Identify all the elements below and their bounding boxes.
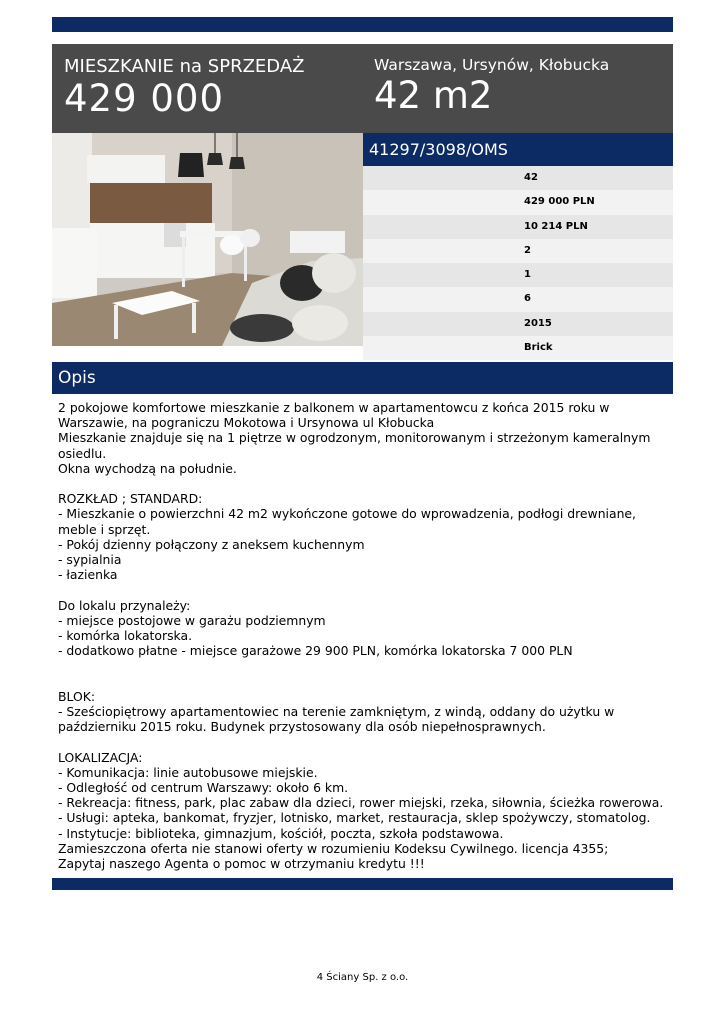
description-line: - Rekreacja: fitness, park, plac zabaw dla dzieci, rower miejski, rzeka, siłownia, ścieżka rowerowa.	[58, 795, 664, 811]
description-line	[58, 476, 670, 491]
description-line: październiku 2015 roku. Budynek przystosowany dla osób niepełnosprawnych.	[58, 719, 546, 735]
description-line: - łazienka	[58, 567, 118, 583]
location: Warszawa, Ursynów, Kłobucka	[374, 56, 610, 74]
description-line: - Pokój dzienny połączony z aneksem kuchennym	[58, 536, 365, 552]
top-accent-bar	[52, 17, 673, 32]
apartment-photo	[52, 133, 363, 346]
description-line: - Sześciopiętrowy apartamentowiec na terenie zamkniętym, z windą, oddany do użytku w	[58, 704, 615, 719]
attribute-value: Brick	[363, 336, 673, 360]
attribute-value: 2015	[363, 312, 673, 336]
attribute-value: 2	[363, 239, 673, 263]
description	[58, 400, 670, 871]
description-line: ROZKŁAD ; STANDARD:	[58, 491, 203, 507]
reference-number: 41297/3098/OMS	[363, 133, 673, 166]
description-line: - miejsce postojowe w garażu podziemnym	[58, 612, 326, 628]
description-line	[58, 734, 670, 749]
description-line: BLOK:	[58, 688, 96, 704]
description-line	[58, 674, 670, 689]
description-line: Zapytaj naszego Agenta o pomoc w otrzymaniu kredytu !!!	[58, 856, 425, 872]
description-line: - Odległość od centrum Warszawy: około 6 km.	[58, 780, 349, 795]
section-title: Opis	[52, 362, 673, 394]
description-line: 2 pokojowe komfortowe mieszkanie z balkonem w apartamentowcu z końca 2015 roku w	[58, 400, 610, 415]
attribute-value: 42	[363, 166, 673, 190]
attribute-value: 6	[363, 287, 673, 311]
header-right	[374, 55, 609, 117]
description-line: LOKALIZACJA:	[58, 749, 143, 765]
description-line: Mieszkanie znajduje się na 1 piętrze w ogrodzonym, monitorowanym i strzeżonym kameralnym	[58, 430, 651, 446]
description-line: Zamieszczona oferta nie stanowi oferty w rozumieniu Kodeksu Cywilnego. licencja 4355;	[58, 840, 609, 856]
description-line	[58, 658, 670, 673]
description-line: - Usługi: apteka, bankomat, fryzjer, lotnisko, market, restauracja, sklep spożywczy, stomatolog.	[58, 810, 651, 826]
description-line: - dodatkowo płatne - miejsce garażowe 29 900 PLN, komórka lokatorska 7 000 PLN	[58, 643, 573, 659]
attributes-table	[363, 166, 673, 360]
area: 42 m2	[374, 74, 493, 117]
footer-company: 4 Ściany Sp. z o.o.	[316, 972, 409, 983]
listing-header	[52, 44, 673, 133]
attribute-value: 10 214 PLN	[363, 215, 673, 239]
description-line: - komórka lokatorska.	[58, 628, 193, 644]
offer-type: MIESZKANIE na SPRZEDAŻ	[64, 56, 305, 77]
description-line: Do lokalu przynależy:	[58, 597, 191, 613]
header-left	[64, 56, 304, 120]
description-line: Warszawie, na pograniczu Mokotowa i Ursynowa ul Kłobucka	[58, 415, 435, 431]
attribute-value: 1	[363, 263, 673, 287]
description-line: Okna wychodzą na południe.	[58, 460, 237, 476]
bottom-accent-bar	[52, 878, 673, 890]
description-line: - Komunikacja: linie autobusowe miejskie.	[58, 764, 318, 780]
attribute-value: 429 000 PLN	[363, 190, 673, 214]
description-line	[58, 582, 670, 597]
description-line: osiedlu.	[58, 445, 107, 461]
description-line: - sypialnia	[58, 552, 122, 568]
description-line: - Instytucje: biblioteka, gimnazjum, kościół, poczta, szkoła podstawowa.	[58, 825, 504, 841]
price: 429 000	[64, 77, 225, 120]
description-line: meble i sprzęt.	[58, 521, 151, 537]
description-line: - Mieszkanie o powierzchni 42 m2 wykończone gotowe do wprowadzenia, podłogi drewniane,	[58, 506, 636, 522]
